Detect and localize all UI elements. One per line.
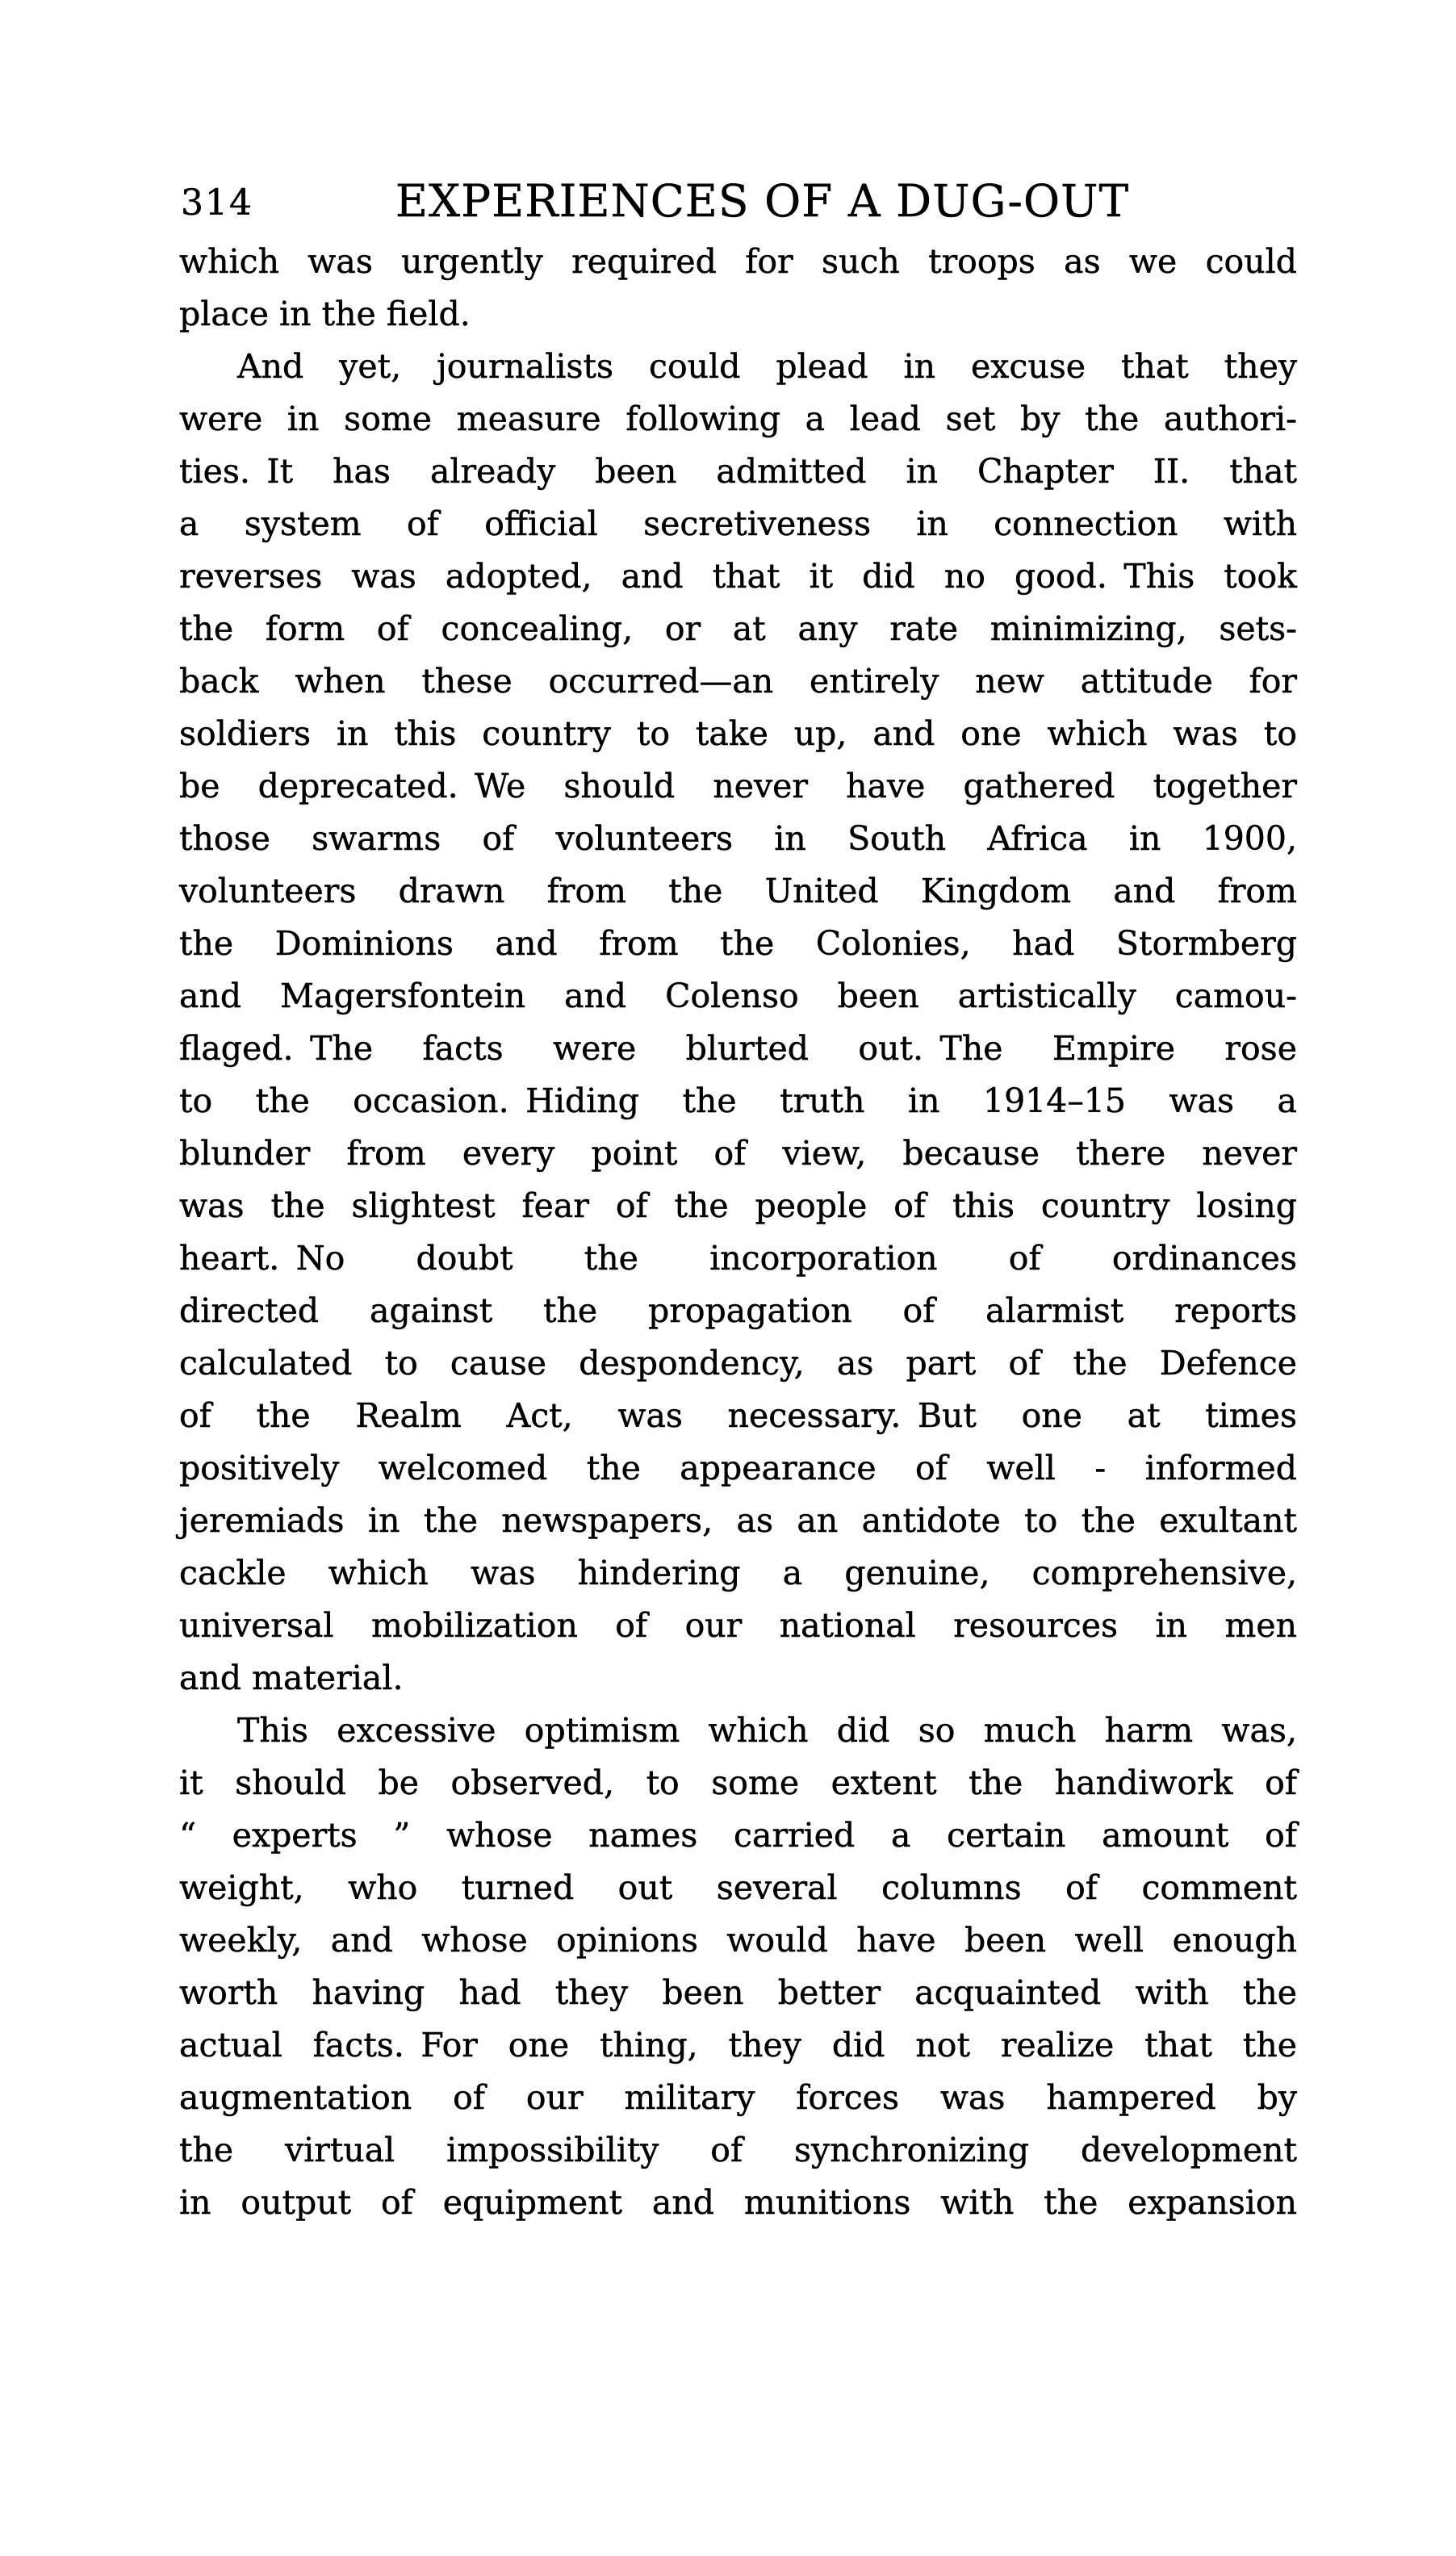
page-body — [179, 236, 1297, 2229]
text-line: “ experts ” whose names carried a certain amount of — [179, 1816, 1297, 1855]
text-line: jeremiads in the newspapers, as an antidote to the exultant — [179, 1501, 1297, 1540]
text-line: heart. No doubt the incorporation of ordinances — [179, 1239, 1297, 1278]
text-line: and Magersfontein and Colenso been artistically camou- — [179, 977, 1297, 1015]
text-line: in output of equipment and munitions with the expansion — [179, 2183, 1297, 2222]
text-line: weight, who turned out several columns of comment — [179, 1868, 1297, 1907]
page-header — [179, 175, 1297, 236]
text-line: blunder from every point of view, because there never — [179, 1134, 1297, 1173]
text-line: augmentation of our military forces was hampered by — [179, 2078, 1297, 2117]
text-line: and material. — [179, 1659, 404, 1697]
text-line: the Dominions and from the Colonies, had Stormberg — [179, 924, 1297, 963]
text-line: to the occasion. Hiding the truth in 1914–15 was a — [179, 1081, 1297, 1120]
text-line: positively welcomed the appearance of well - informed — [179, 1449, 1297, 1487]
text-line: universal mobilization of our national resources in men — [179, 1606, 1297, 1645]
text-line: it should be observed, to some extent the handiwork of — [179, 1763, 1297, 1802]
text-line: back when these occurred—an entirely new attitude for — [179, 662, 1297, 701]
text-line: those swarms of volunteers in South Africa in 1900, — [179, 819, 1297, 858]
page-number: 314 — [181, 182, 253, 224]
text-line: the virtual impossibility of synchronizing development — [179, 2131, 1297, 2169]
text-line: And yet, journalists could plead in excuse that they — [237, 347, 1297, 386]
text-line: reverses was adopted, and that it did no good. This took — [179, 557, 1297, 596]
text-line: actual facts. For one thing, they did not realize that the — [179, 2026, 1297, 2064]
text-line: were in some measure following a lead set by the authori- — [179, 400, 1297, 438]
text-line: which was urgently required for such troops as we could — [179, 242, 1297, 281]
text-line: the form of concealing, or at any rate minimizing, sets- — [179, 609, 1297, 648]
text-line: was the slightest fear of the people of this country losing — [179, 1186, 1297, 1225]
text-line: ties. It has already been admitted in Chapter II. that — [179, 452, 1297, 491]
text-line: worth having had they been better acquainted with the — [179, 1973, 1297, 2012]
running-head: EXPERIENCES OF A DUG-OUT — [395, 175, 1130, 227]
text-line: a system of official secretiveness in connection with — [179, 504, 1297, 543]
text-line: cackle which was hindering a genuine, comprehensive, — [179, 1554, 1297, 1592]
text-line: weekly, and whose opinions would have been well enough — [179, 1921, 1297, 1960]
text-line: calculated to cause despondency, as part of the Defence — [179, 1344, 1297, 1383]
text-line: be deprecated. We should never have gathered together — [179, 767, 1297, 805]
text-line: directed against the propagation of alarmist reports — [179, 1291, 1297, 1330]
text-line: place in the field. — [179, 295, 471, 333]
text-line: flaged. The facts were blurted out. The Empire rose — [179, 1029, 1297, 1068]
text-line: soldiers in this country to take up, and one which was to — [179, 714, 1297, 753]
text-line: volunteers drawn from the United Kingdom and from — [179, 872, 1297, 910]
text-line: This excessive optimism which did so much harm was, — [237, 1711, 1297, 1750]
text-line: of the Realm Act, was necessary. But one at times — [179, 1396, 1297, 1435]
